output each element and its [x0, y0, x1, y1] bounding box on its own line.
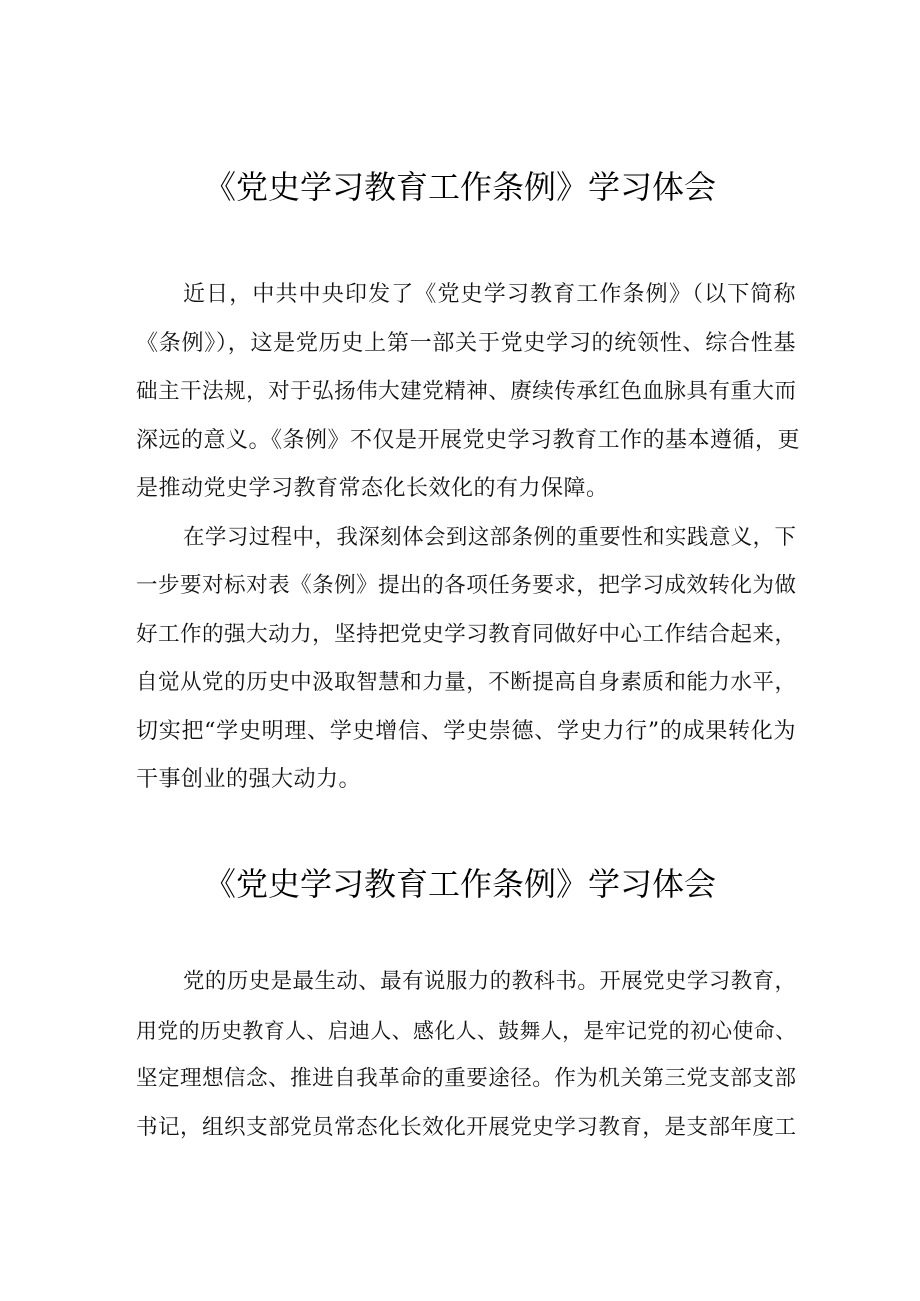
- article-title: 《党史学习教育工作条例》学习体会: [203, 168, 716, 206]
- paragraph-line: 切实把“学史明理、学史增信、学史崇德、学史力行”的成果转化为: [136, 718, 796, 744]
- article-title: 《党史学习教育工作条例》学习体会: [203, 865, 716, 903]
- paragraph-line: 自觉从党的历史中汲取智慧和力量，不断提高自身素质和能力水平，: [136, 670, 796, 695]
- paragraph-line: 在学习过程中，我深刻体会到这部条例的重要性和实践意义，下: [183, 524, 796, 550]
- paragraph-line: 础主干法规，对于弘扬伟大建党精神、赓续传承红色血脉具有重大而: [136, 379, 796, 404]
- paragraph-line: 干事创业的强大动力。: [136, 767, 362, 792]
- article-body: [136, 271, 801, 805]
- paragraph-line: 近日，中共中央印发了《党史学习教育工作条例》（以下简称: [183, 282, 796, 307]
- paragraph-line: 《条例》），这是党历史上第一部关于党史学习的统领性、综合性基: [136, 330, 796, 356]
- article-body: [136, 958, 796, 1152]
- paragraph-line: 深远的意义。《条例》不仅是开展党史学习教育工作的基本遵循，更: [136, 427, 801, 453]
- paragraph-line: 书记，组织支部党员常态化长效化开展党史学习教育，是支部年度工: [136, 1114, 796, 1140]
- paragraph-line: 一步要对标对表《条例》提出的各项任务要求，把学习成效转化为做: [136, 573, 796, 598]
- paragraph-line: 用党的历史教育人、启迪人、感化人、鼓舞人，是牢记党的初心使命、: [136, 1018, 796, 1043]
- paragraph-line: 党的历史是最生动、最有说服力的教科书。开展党史学习教育，: [183, 969, 796, 994]
- paragraph-line: 是推动党史学习教育常态化长效化的有力保障。: [136, 476, 609, 501]
- paragraph-line: 坚定理想信念、推进自我革命的重要途径。作为机关第三党支部支部: [136, 1066, 796, 1091]
- paragraph-line: 好工作的强大动力，坚持把党史学习教育同做好中心工作结合起来，: [136, 621, 796, 647]
